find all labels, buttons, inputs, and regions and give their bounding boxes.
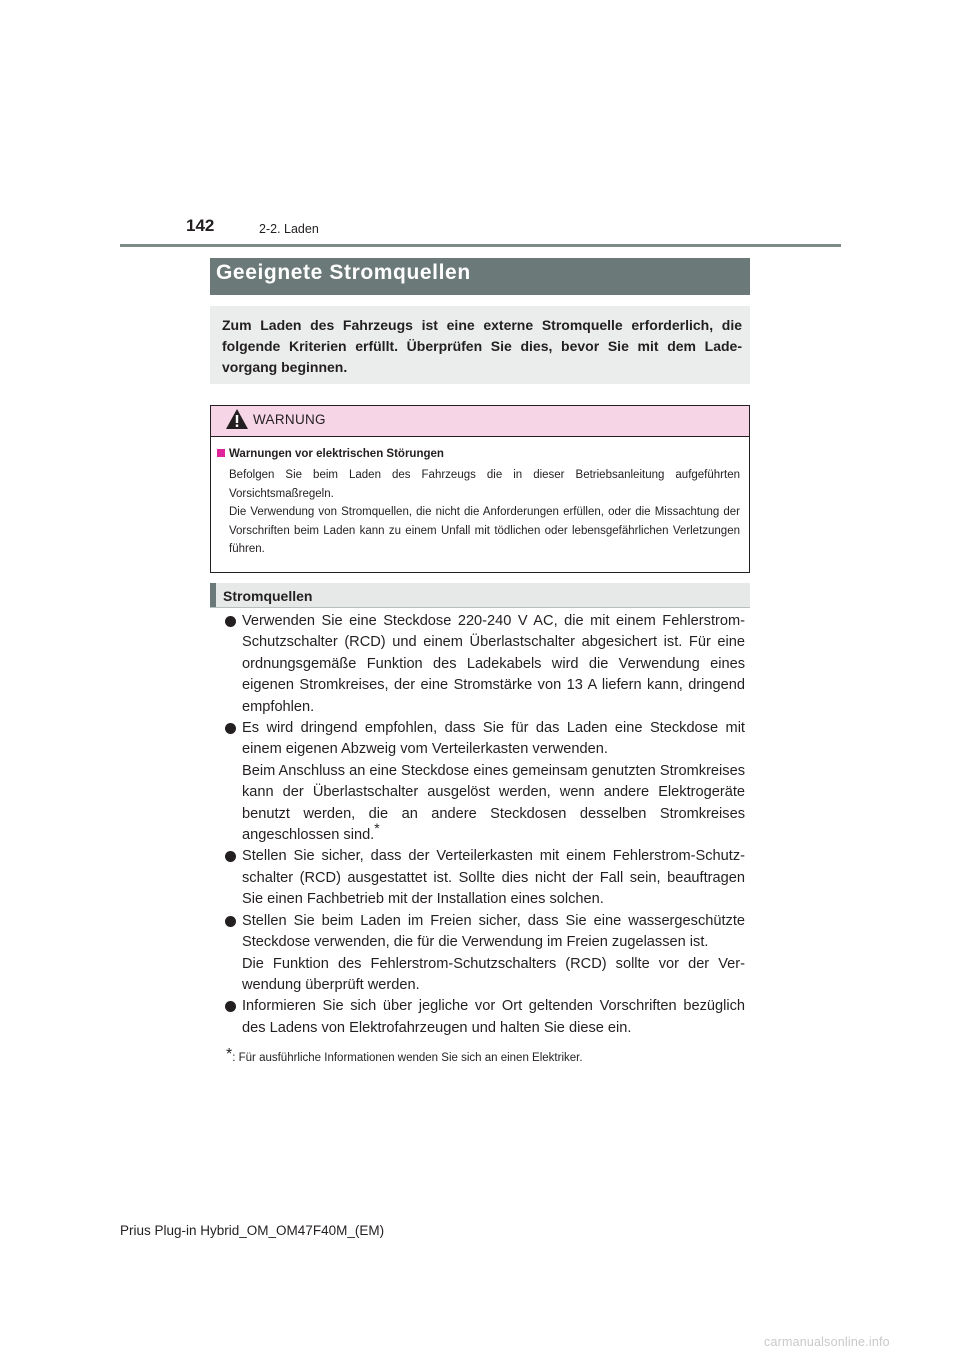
subsection-heading [210,583,750,608]
warning-subheading-text: Warnungen vor elektrischen Störungen [229,448,444,460]
footnote-reference: * [374,820,380,837]
bullet-dot-icon [225,616,236,627]
list-item-text-span: Beim Anschluss an eine Steckdose eines gemeinsam genutzten Stromkreises kann der Überlastschalter ausgelöst werden, wenn andere Elektrogeräte benutzt werden, die an andere Steckdosen desselben Stromkreises angeschlossen sind. [242,762,745,844]
list-item-text: Informieren Sie sich über jegliche vor Ort geltenden Vorschriften bezüglich des Ladens von Elektrofahrzeugen und halten Sie diese ein. [242,998,745,1036]
warning-triangle-icon [225,408,249,435]
list-item [226,996,745,1039]
subsection-title: Stromquellen [223,588,313,604]
heading-accent-bar [210,583,216,607]
warning-box [210,405,750,573]
footer-document-id: Prius Plug-in Hybrid_OM_OM47F40M_(EM) [120,1223,385,1238]
list-item-text [242,761,745,847]
page-number: 142 [186,216,215,235]
list-item-text: Die Funktion des Fehlerstrom-Schutzschalters (RCD) sollte vor der Verwendung überprüft werden. [242,955,745,993]
bullet-dot-icon [225,916,236,927]
warning-header [211,406,749,437]
list-item-text: Es wird dringend empfohlen, dass Sie für das Laden eine Steckdose mit einem eigenen Abzweig vom Verteilerkasten verwenden. [242,720,745,758]
bullet-dot-icon [225,723,236,734]
warning-paragraph: Die Verwendung von Stromquellen, die nicht die Anforderungen erfüllen, oder die Missachtung der Vorschriften beim Laden kann zu einem Unfall mit tödlichen oder lebensgefährlichen Verletzungen führen. [229,506,740,555]
warning-subheading [217,448,444,460]
warning-text [229,466,740,559]
list-item-text: Stellen Sie sicher, dass der Verteilerkasten mit einem Fehlerstrom-Schutzschalter (RCD) ausgestattet ist. Sollte dies nicht der Fall sein, beauftragen Sie einen Fachbetrieb mit der Installation eines solchen. [242,848,745,908]
header-divider [120,244,841,247]
breadcrumb: 2-2. Laden [259,222,319,236]
list-item [226,846,745,910]
bullet-dot-icon [225,1001,236,1012]
list-item [226,718,745,846]
list-item [226,611,745,718]
section-title: Geeignete Stromquellen [210,258,750,295]
requirements-list [226,611,745,1039]
warning-label: WARNUNG [253,412,326,427]
watermark: carmanualsonline.info [764,1335,890,1349]
bullet-dot-icon [225,851,236,862]
square-bullet-icon [217,449,225,457]
warning-paragraph: Befolgen Sie beim Laden des Fahrzeugs die in dieser Betriebsanleitung aufgeführten Vorsichtsmaßregeln. [229,469,740,500]
footnote-mark: * [226,1046,233,1063]
list-item-text: Stellen Sie beim Laden im Freien sicher, dass Sie eine wassergeschützte Steckdose verwenden, die für die Verwendung im Freien zugelassen ist. [242,912,745,951]
footnote [226,1046,583,1064]
footnote-text: : Für ausführliche Informationen wenden Sie sich an einen Elektriker. [232,1052,583,1064]
list-item-text: Verwenden Sie eine Steckdose 220-240 V AC, die mit einem Fehlerstrom-Schutzschalter (RCD) und einem Überlastschalter abgesichert ist. Für eine ordnungsgemäße Funktion des Ladekabels wird die Verwendung eines eigenen Stromkreises, der eine Stromstärke von 13 A liefern kann, dringend empfohlen. [242,613,745,715]
list-item [226,911,745,997]
intro-box: Zum Laden des Fahrzeugs ist eine externe Stromquelle erforderlich, die folgende Kriterien erfüllt. Überprüfen Sie dies, bevor Sie mit dem Ladevorgang beginnen. [210,306,750,384]
